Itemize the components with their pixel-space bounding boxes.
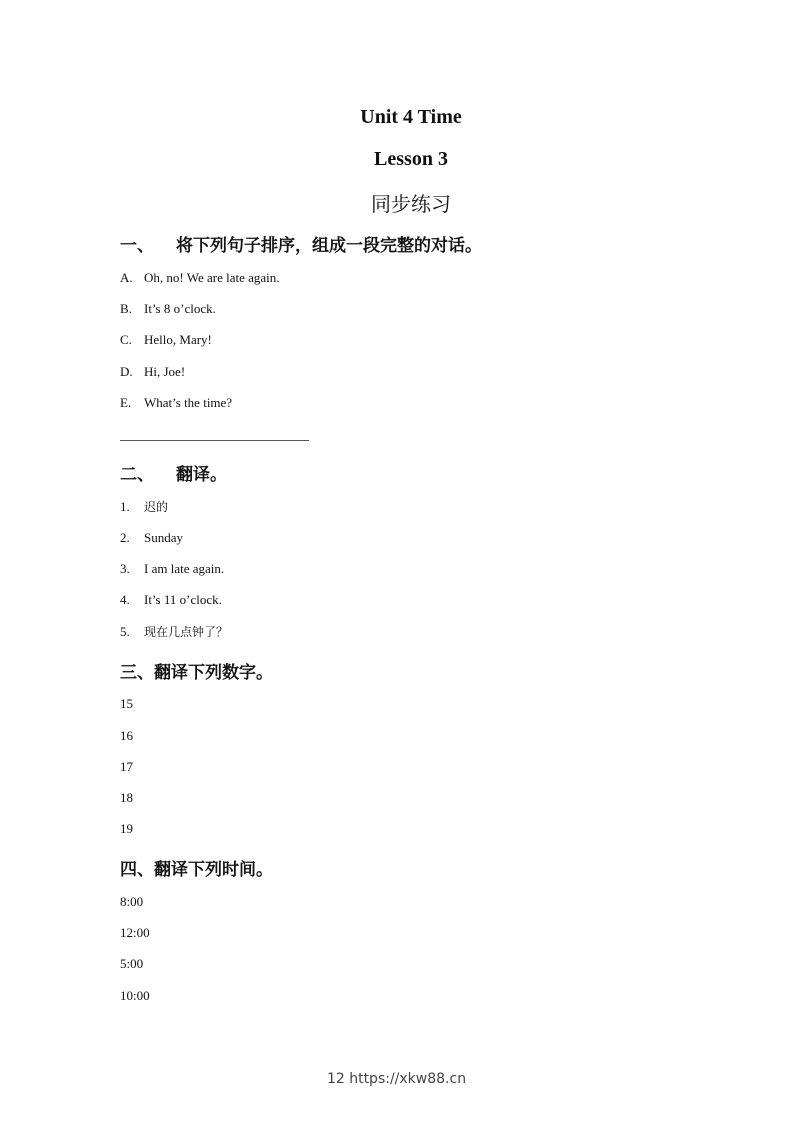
list-item: 18: [120, 790, 133, 805]
item-marker: C.: [120, 332, 132, 347]
item-marker: 2.: [120, 530, 130, 545]
list-item: 12:00: [120, 925, 150, 940]
worksheet-subtitle: 同步练习: [371, 192, 451, 216]
list-item: 15: [120, 696, 133, 711]
list-item: [120, 561, 224, 577]
list-item: [120, 530, 183, 546]
item-text: 迟的: [144, 500, 169, 514]
item-marker: E.: [120, 395, 132, 410]
section-2-number: 二、: [120, 465, 154, 485]
list-item: [120, 623, 228, 640]
list-item: 8:00: [120, 894, 144, 909]
item-marker: 3.: [120, 561, 130, 576]
section-1-number: 一、: [120, 236, 154, 256]
list-item: [120, 498, 168, 515]
section-3-heading: 三、翻译下列数字。: [120, 663, 273, 683]
item-marker: A.: [120, 270, 133, 285]
item-text: What’s the time?: [144, 395, 233, 410]
list-item: [120, 332, 212, 348]
list-item: [120, 395, 232, 411]
item-marker: B.: [120, 301, 132, 316]
list-item: [120, 270, 280, 286]
page-footer: 12 https://xkw88.cn: [326, 1071, 467, 1087]
item-text: Oh, no! We are late again.: [144, 270, 280, 285]
item-text: Sunday: [144, 530, 183, 545]
section-4-heading: 四、翻译下列时间。: [120, 860, 273, 880]
list-item: 10:00: [120, 988, 150, 1003]
item-text: It’s 11 o’clock.: [144, 592, 222, 607]
list-item: [120, 592, 222, 608]
unit-title: Unit 4 Time: [360, 106, 462, 128]
answer-line: [120, 440, 309, 441]
item-marker: D.: [120, 364, 133, 379]
item-text: Hello, Mary!: [144, 332, 212, 347]
item-text: It’s 8 o’clock.: [144, 301, 216, 316]
section-1-heading: [120, 231, 482, 256]
item-marker: 5.: [120, 624, 130, 639]
list-item: 19: [120, 821, 133, 836]
item-marker: 1.: [120, 499, 130, 514]
item-marker: 4.: [120, 592, 130, 607]
list-item: [120, 364, 185, 380]
item-text: 现在几点钟了？: [144, 625, 229, 639]
list-item: [120, 301, 216, 317]
item-text: I am late again.: [144, 561, 225, 576]
list-item: 16: [120, 728, 133, 743]
item-text: Hi, Joe!: [144, 364, 186, 379]
lesson-title: Lesson 3: [374, 148, 448, 170]
section-2-title: 翻译。: [176, 465, 227, 485]
list-item: 17: [120, 759, 133, 774]
section-1-title: 将下列句子排序，组成一段完整的对话。: [176, 236, 482, 256]
list-item: 5:00: [120, 956, 144, 971]
section-2-heading: [120, 460, 227, 485]
